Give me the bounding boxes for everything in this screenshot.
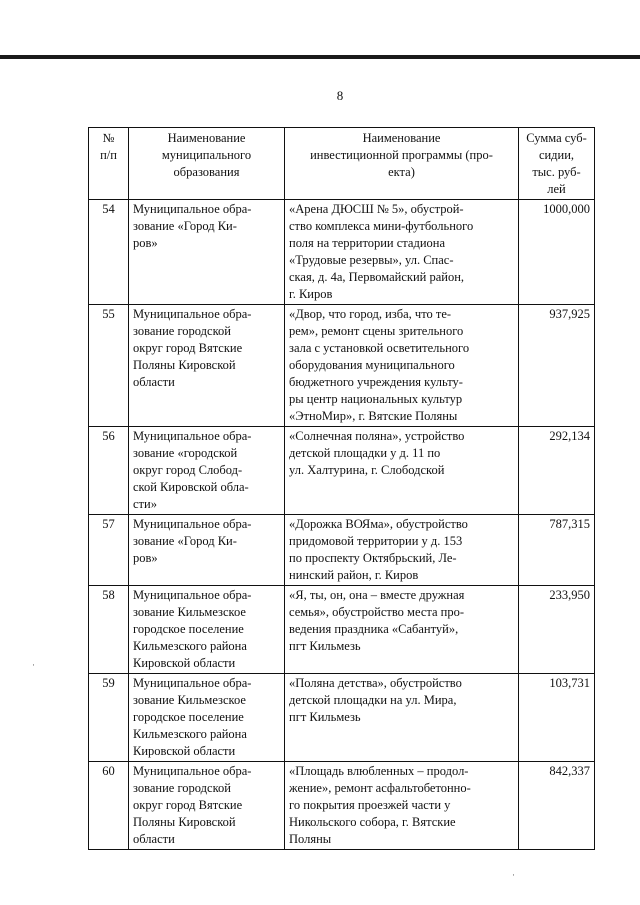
header-num: № п/п: [89, 128, 129, 200]
row-program: «Поляна детства», обустройство детской площадки на ул. Мира, пгт Кильмезь: [285, 674, 519, 762]
row-num: 58: [89, 586, 129, 674]
row-sum: 937,925: [519, 305, 595, 427]
row-municipality: Муниципальное обра- зование «городской округ город Слобод- ской Кировской обла- сти»: [129, 427, 285, 515]
scan-speck: ·: [32, 660, 35, 670]
row-program: «Двор, что город, изба, что те- рем», ремонт сцены зрительного зала с установкой осветительного оборудования муниципального бюджетного учреждения культу- ры центр национальных культур «ЭтноМир», г. Вятские Поляны: [285, 305, 519, 427]
top-rule: [0, 55, 640, 59]
row-num: 57: [89, 515, 129, 586]
header-row: [89, 128, 595, 200]
page-number: 8: [336, 88, 344, 103]
header-program: Наименование инвестиционной программы (про- екта): [285, 128, 519, 200]
table-row: [89, 515, 595, 586]
header-sum: Сумма суб- сидии, тыс. руб- лей: [519, 128, 595, 200]
row-program: «Я, ты, он, она – вместе дружная семья», обустройство места про- ведения праздника «Сабантуй», пгт Кильмезь: [285, 586, 519, 674]
row-municipality: Муниципальное обра- зование Кильмезское городское поселение Кильмезского района Кировской области: [129, 586, 285, 674]
row-sum: 292,134: [519, 427, 595, 515]
row-num: 60: [89, 762, 129, 850]
row-municipality: Муниципальное обра- зование Кильмезское городское поселение Кильмезского района Кировской области: [129, 674, 285, 762]
row-program: «Дорожка ВОЯма», обустройство придомовой территории у д. 153 по проспекту Октябрьский, Ле- нинский район, г. Киров: [285, 515, 519, 586]
table-row: [89, 674, 595, 762]
row-sum: 787,315: [519, 515, 595, 586]
row-sum: 103,731: [519, 674, 595, 762]
table-row: [89, 586, 595, 674]
row-program: «Площадь влюбленных – продол- жение», ремонт асфальтобетонно- го покрытия проезжей части у Никольского собора, г. Вятские Поляны: [285, 762, 519, 850]
row-num: 56: [89, 427, 129, 515]
row-program: «Арена ДЮСШ № 5», обустрой- ство комплекса мини-футбольного поля на территории стадиона «Трудовые резервы», ул. Спас- ская, д. 4а, Первомайский район, г. Киров: [285, 200, 519, 305]
row-program: «Солнечная поляна», устройство детской площадки у д. 11 по ул. Халтурина, г. Слободской: [285, 427, 519, 515]
row-num: 59: [89, 674, 129, 762]
row-sum: 842,337: [519, 762, 595, 850]
row-sum: 233,950: [519, 586, 595, 674]
row-municipality: Муниципальное обра- зование городской округ город Вятские Поляны Кировской области: [129, 762, 285, 850]
row-num: 55: [89, 305, 129, 427]
table-row: [89, 200, 595, 305]
row-sum: 1000,000: [519, 200, 595, 305]
scan-speck: ·: [512, 870, 515, 880]
table-row: [89, 427, 595, 515]
table-row: [89, 305, 595, 427]
row-municipality: Муниципальное обра- зование «Город Ки- ров»: [129, 515, 285, 586]
row-municipality: Муниципальное обра- зование городской округ город Вятские Поляны Кировской области: [129, 305, 285, 427]
header-municipality: Наименование муниципального образования: [129, 128, 285, 200]
row-municipality: Муниципальное обра- зование «Город Ки- ров»: [129, 200, 285, 305]
row-num: 54: [89, 200, 129, 305]
subsidy-table: [88, 127, 595, 850]
table-row: [89, 762, 595, 850]
